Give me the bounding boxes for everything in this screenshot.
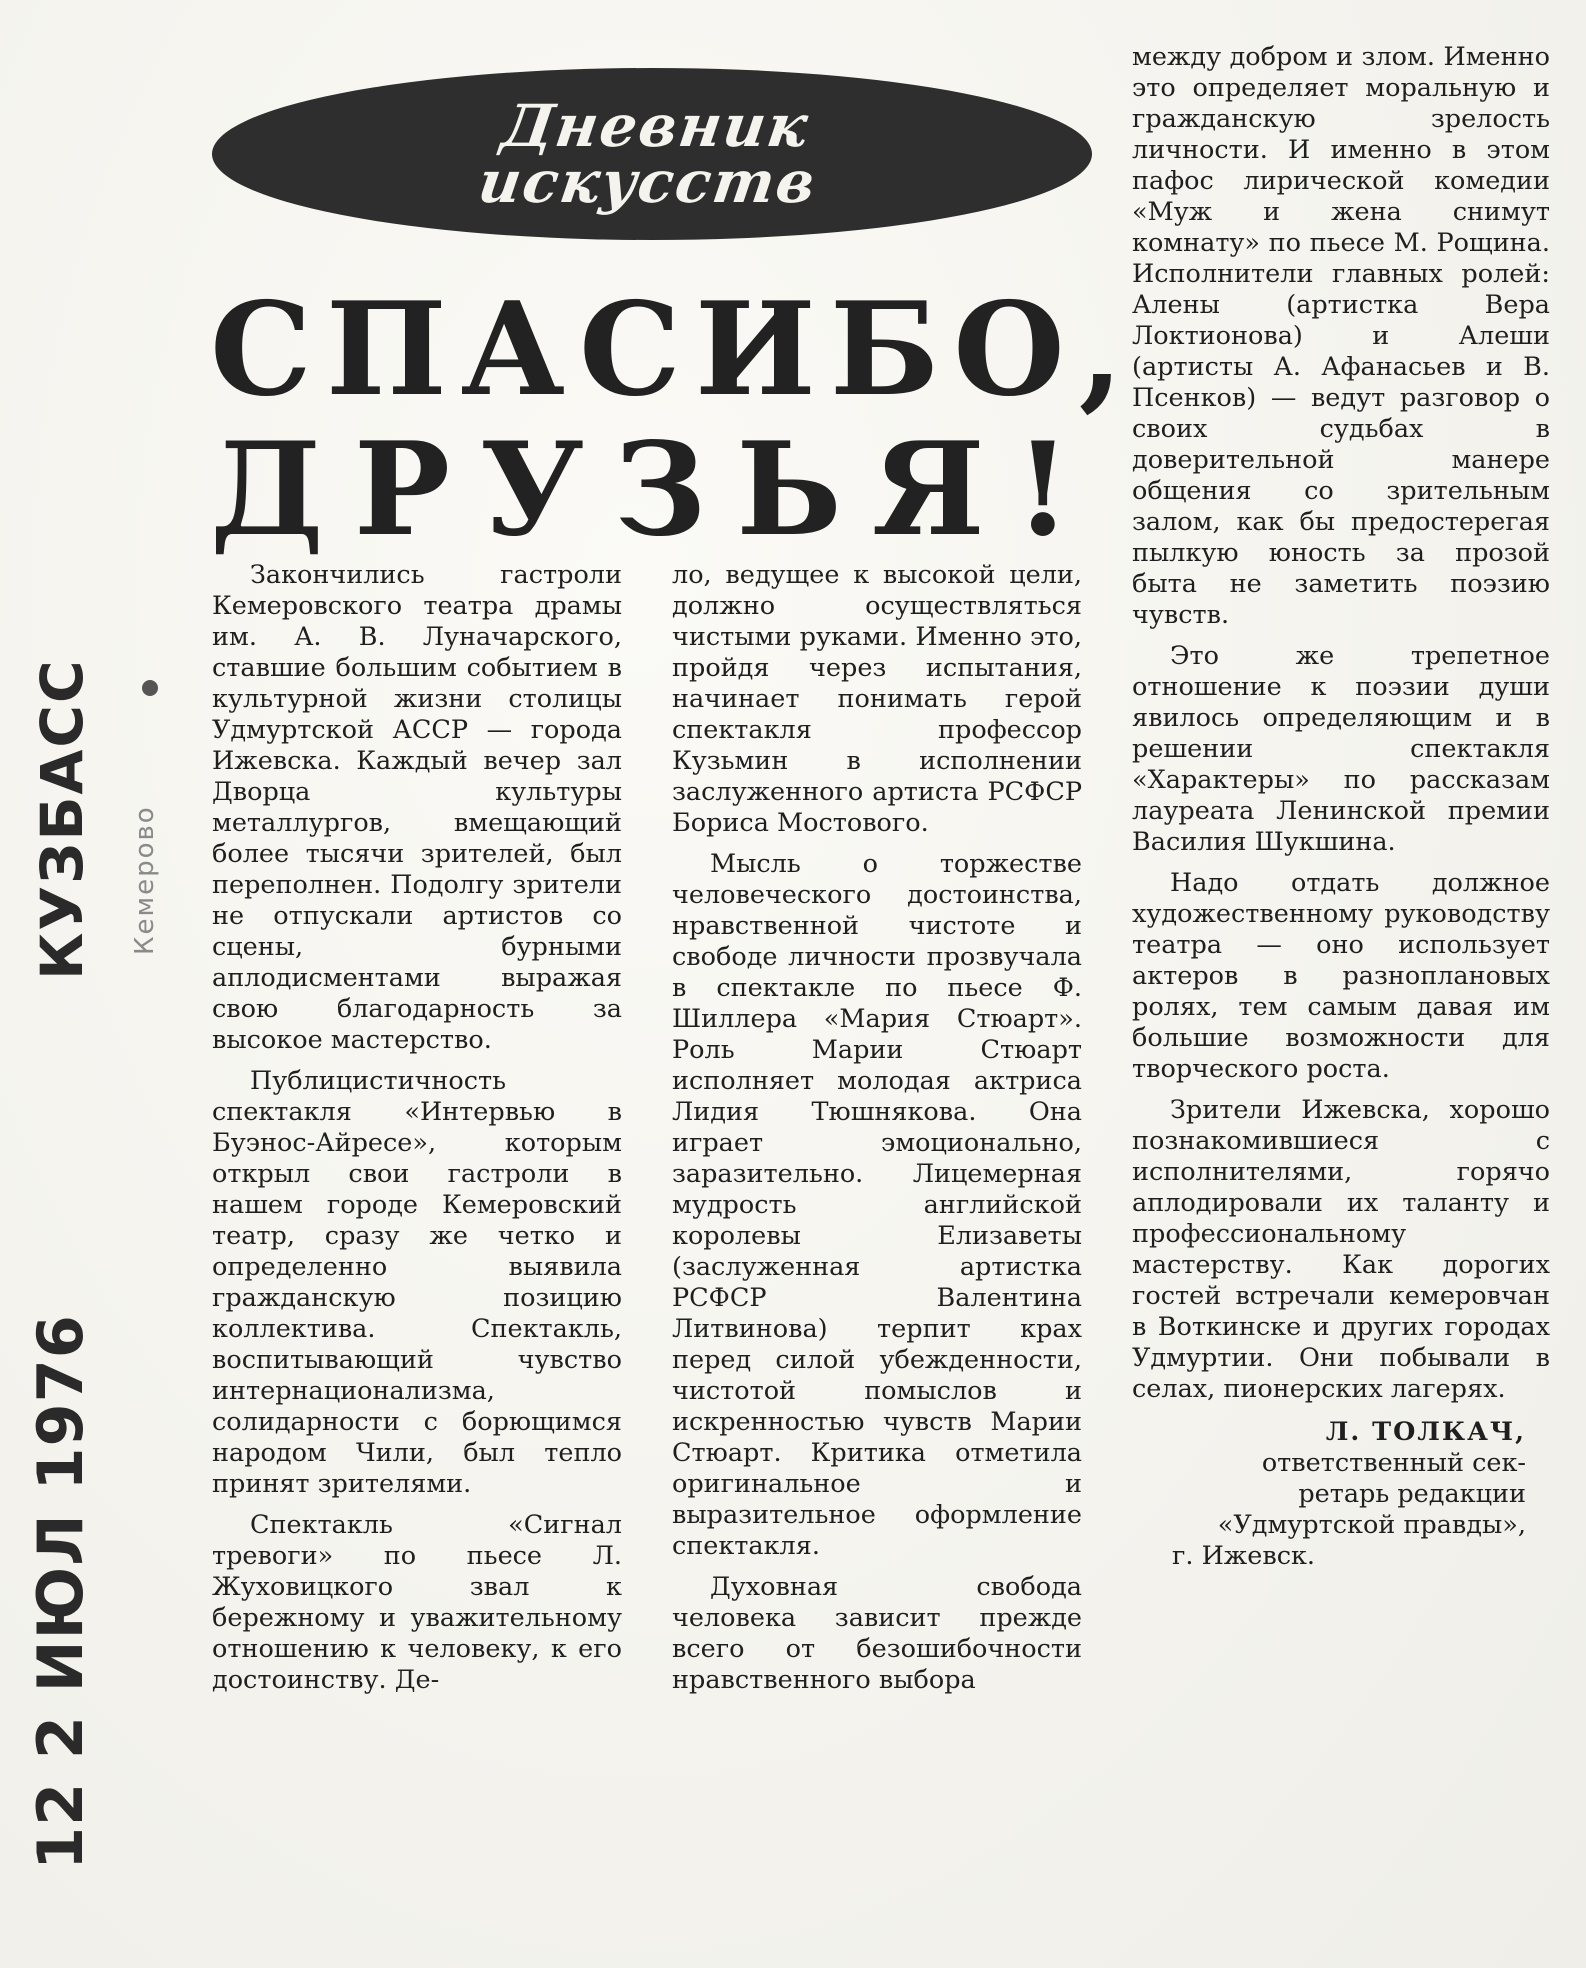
date-stamp: 12 2 ИЮЛ 1976: [24, 1314, 97, 1870]
rubric-line-2: искусств: [474, 148, 822, 216]
author-role-line-1: ответственный сек-: [1261, 1448, 1526, 1478]
author-role-line-2: ретарь редакции: [1298, 1479, 1526, 1509]
author-role-line-3: «Удмуртской правды»,: [1217, 1510, 1526, 1540]
author-city: г. Ижевск.: [1172, 1541, 1316, 1571]
city-stamp: Кемерово: [130, 805, 160, 955]
paragraph: Надо отдать должное художественному руководству театра — оно использует актеров в разноплановых ролях, тем самым давая им большие возможности для творческого роста.: [1132, 868, 1550, 1084]
paragraph: между добром и злом. Именно это определяет моральную и гражданскую зрелость личности. И именно в этом пафос лирической комедии «Муж и жена снимут комнату» по пьесе М. Рощина. Исполнители главных ролей: Алены (артистка Вера Локтионова) и Алеши (артисты А. Афанасьев и В. Псенков) — ведут разговор о своих судьбах в доверительной манере общения со зрительным залом, как бы предостерегая пылкую юность за прозой быта не заметить поэзию чувств.: [1132, 42, 1550, 630]
article-column-2: [672, 560, 1082, 1696]
paragraph: Публицистичность спектакля «Интервью в Буэнос-Айресе», которым открыл свои гастроли в нашем городе Кемеровский театр, сразу же четко и определенно выявила гражданскую позицию коллектива. Спектакль, воспитывающий чувство интернационализма, солидарности с борющимся народом Чили, был тепло принят зрителями.: [212, 1066, 622, 1499]
rubric-line-1: Дневник: [497, 92, 814, 160]
rubric-title: [474, 92, 828, 216]
rubric-banner: [212, 68, 1092, 240]
headline-line-2: ДРУЗЬЯ!: [210, 415, 1101, 565]
newspaper-name-stamp: КУЗБАСС: [28, 658, 96, 980]
paragraph: Это же трепетное отношение к поэзии души явилось определяющим и в решении спектакля «Характеры» по рассказам лауреата Ленинской премии Василия Шукшина.: [1132, 641, 1550, 857]
paragraph: Закончились гастроли Кемеровского театра драмы им. А. В. Луначарского, ставшие большим событием в культурной жизни столицы Удмуртской АССР — города Ижевска. Каждый вечер зал Дворца культуры металлургов, вмещающий более тысячи зрителей, был переполнен. Подолгу зрители не отпускали артистов со сцены, бурными аплодисментами выражая свою благодарность за высокое мастерство.: [212, 560, 622, 1055]
stamp-dot: [142, 680, 158, 696]
paragraph: Духовная свобода человека зависит прежде всего от безошибочности нравственного выбора: [672, 1572, 1082, 1695]
paragraph: ло, ведущее к высокой цели, должно осуществляться чистыми руками. Именно это, пройдя через испытания, начинает понимать герой спектакля профессор Кузьмин в исполнении заслуженного артиста РСФСР Бориса Мостового.: [672, 560, 1082, 838]
author-name: Л. ТОЛКАЧ,: [1325, 1417, 1526, 1447]
headline-line-1: СПАСИБО,: [210, 275, 1138, 425]
article-column-1: [212, 560, 622, 1696]
paragraph: Зрители Ижевска, хорошо познакомившиеся с исполнителями, горячо аплодировали их таланту и профессиональному мастерству. Как дорогих гостей встречали кемеровчан в Воткинске и других городах Удмуртии. Они побывали в селах, пионерских лагерях.: [1132, 1095, 1550, 1404]
article-headline: [210, 275, 1138, 565]
paragraph: Мысль о торжестве человеческого достоинства, нравственной чистоте и свободе личности прозвучала в спектакле по пьесе Ф. Шиллера «Мария Стюарт». Роль Марии Стюарт исполняет молодая актриса Лидия Тюшнякова. Она играет эмоционально, заразительно. Лицемерная мудрость английской королевы Елизаветы (заслуженная артистка РСФСР Валентина Литвинова) терпит крах перед силой убежденности, чистотой помыслов и искренностью чувств Марии Стюарт. Критика отметила оригинальное и выразительное оформление спектакля.: [672, 849, 1082, 1561]
article-column-3: [1132, 42, 1550, 1572]
paragraph: Спектакль «Сигнал тревоги» по пьесе Л. Жуховицкого звал к бережному и уважительному отношению к человеку, к его достоинству. Де-: [212, 1510, 622, 1695]
